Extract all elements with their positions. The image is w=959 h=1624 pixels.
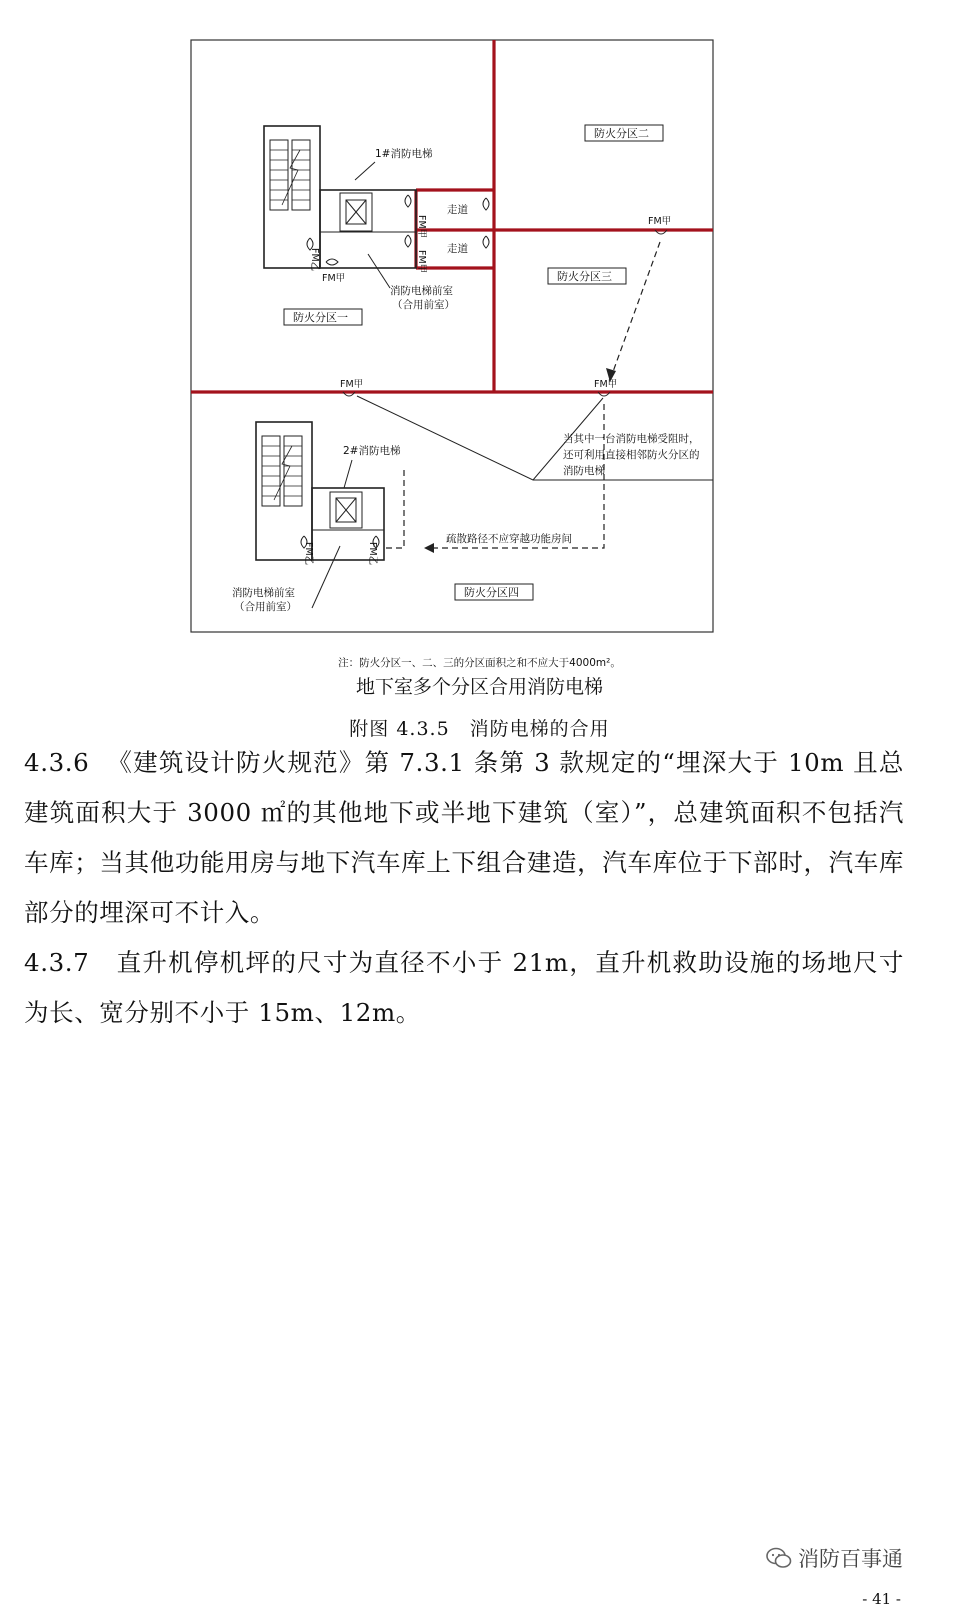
corridor-a-label: 走道: [447, 204, 468, 216]
annotation-line3: 消防电梯: [563, 465, 605, 477]
lobby1-label-2: （合用前室）: [392, 299, 455, 311]
corridor-b-label: 走道: [447, 243, 468, 255]
lobby2-label-2: （合用前室）: [234, 601, 297, 613]
lobby1-label-1: 消防电梯前室: [390, 285, 453, 297]
paragraph-number: 4.3.6: [24, 748, 90, 777]
paragraph-number: 4.3.7: [24, 948, 90, 977]
evac-note: 疏散路径不应穿越功能房间: [446, 533, 572, 545]
door-label-fmyi-1: FM乙: [309, 248, 320, 272]
floor-plan-figure: [0, 0, 959, 720]
figure-note: 注：防火分区一、二、三的分区面积之和不应大于4000m²。: [338, 657, 621, 669]
zone4-label: 防火分区四: [464, 586, 519, 599]
figure-caption: 附图 4.3.5 消防电梯的合用: [349, 718, 610, 740]
elevator2-label: 2#消防电梯: [343, 445, 401, 457]
figure-title: 地下室多个分区合用消防电梯: [355, 676, 603, 698]
watermark-text: 消防百事通: [798, 1547, 903, 1571]
zone2-label: 防火分区二: [594, 127, 649, 140]
zone1-label: 防火分区一: [293, 311, 348, 324]
paragraph-text: 直升机停机坪的尺寸为直径不小于 21m，直升机救助设施的场地尺寸为长、宽分别不小于 15m、12m。: [24, 948, 904, 1027]
door-label-fmjia-6: FM甲: [594, 379, 618, 390]
annotation-line1: 当其中一台消防电梯受阻时，: [563, 433, 700, 445]
paragraph-4-3-7: [24, 938, 904, 1038]
door-label-fmyi-3: FM乙: [367, 542, 378, 566]
door-label-fmjia-3: FM甲: [322, 273, 346, 284]
door-label-fmjia-2: FM甲: [416, 250, 427, 274]
lobby2-label-1: 消防电梯前室: [232, 587, 295, 599]
elevator1-label: 1#消防电梯: [375, 148, 433, 160]
door-label-fmjia-4: FM甲: [648, 216, 672, 227]
watermark: [766, 1543, 903, 1573]
zone3-label: 防火分区三: [557, 270, 612, 283]
paragraph-4-3-6: [24, 738, 904, 938]
core-2: [256, 422, 384, 560]
door-label-fmjia-5: FM甲: [340, 379, 364, 390]
door-label-fmjia-1: FM甲: [416, 215, 427, 239]
annotation-line2: 还可利用直接相邻防火分区的: [563, 449, 700, 461]
paragraph-text: 《建筑设计防火规范》第 7.3.1 条第 3 款规定的“埋深大于 10m 且总建筑面积大于 3000 ㎡的其他地下或半地下建筑（室）”，总建筑面积不包括汽车库；当其他功能用房与地下汽车库上下组合建造，汽车库位于下部时，汽车库部分的埋深可不计入。: [24, 748, 904, 927]
page-number: - 41 -: [862, 1590, 901, 1608]
fire-walls: [191, 40, 713, 392]
wechat-icon: [766, 1547, 792, 1569]
door-label-fmyi-2: FM乙: [303, 542, 314, 566]
